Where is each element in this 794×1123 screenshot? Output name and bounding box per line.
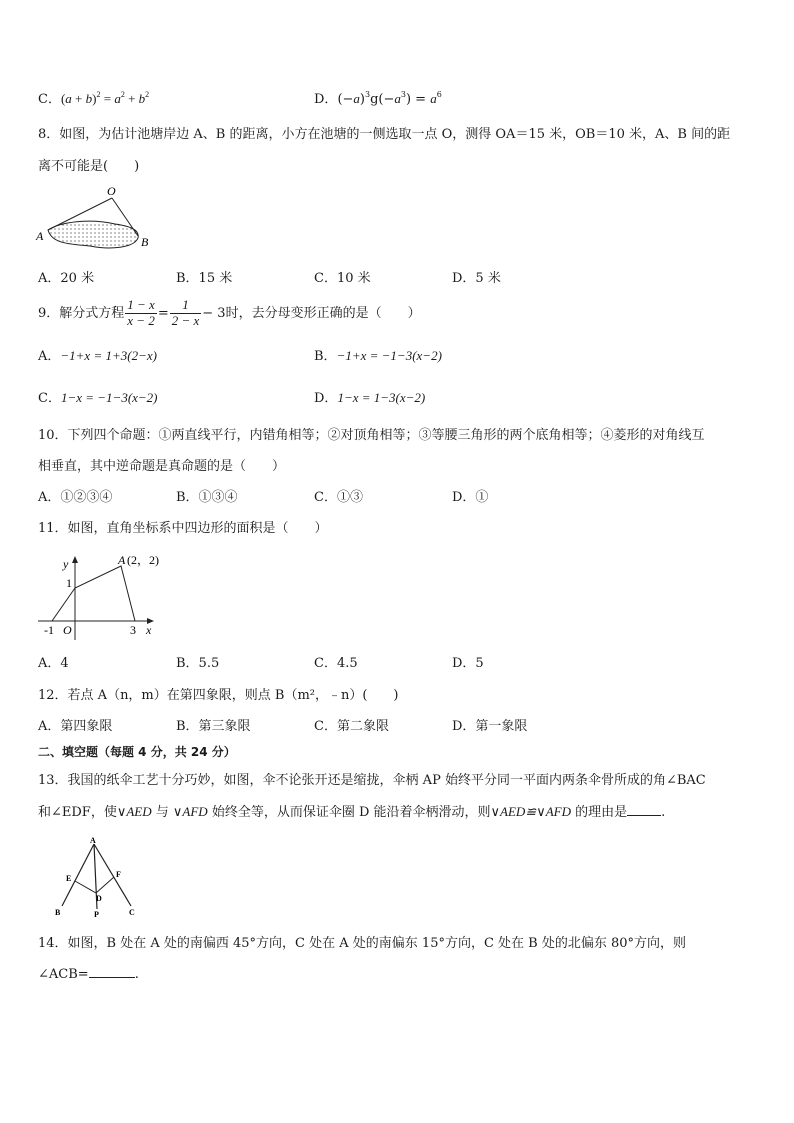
x-axis-label: x — [146, 623, 152, 637]
pond-shape — [48, 221, 138, 248]
q12-option-b: B．第三象限 — [176, 719, 251, 734]
q13-line1: 13．我国的纸伞工艺十分巧妙，如图，伞不论张开还是缩拢，伞柄 AP 始终平分同一平面内两条伞骨所成的角∠BAC — [38, 773, 706, 788]
quadrilateral — [52, 566, 135, 621]
q11-option-b: B．5.5 — [176, 656, 220, 671]
q9-fraction-1: $\frac{1 - x}{x - 2}$ — [127, 297, 155, 328]
q13-line2: 和∠EDF，使∨AED 与 ∨AFD 始终全等，从而保证伞圈 D 能沿着伞柄滑动，则∨AED≌∨AFD 的理由是 . — [38, 804, 666, 820]
q10-option-b: B．①③④ — [176, 490, 238, 505]
q13-umbrella-figure — [45, 835, 145, 920]
point-f-label: F — [116, 870, 121, 879]
q9-option-d: D．1−x = 1−3(x−2) — [314, 390, 426, 406]
q11-option-a: A．4 — [38, 656, 69, 671]
point-d-label: D — [96, 894, 102, 903]
q12-text: 12．若点 A（n，m）在第四象限，则点 B（m²，﹣n）( ) — [38, 688, 399, 703]
q10-option-d: D．① — [452, 490, 489, 505]
point-p-label: P — [94, 910, 99, 919]
tick-label-neg-one: -1 — [44, 623, 54, 637]
q8-pond-figure — [30, 180, 170, 260]
q10-text-line1: 10．下列四个命题：①两直线平行，内错角相等；②对顶角相等；③等腰三角形的两个底角相等；④菱形的对角线互 — [38, 428, 705, 443]
y-axis-arrow — [72, 556, 78, 563]
tick-label-one: 1 — [66, 576, 72, 590]
point-a-label: A — [90, 836, 96, 845]
strut-ed — [75, 881, 96, 893]
q7-option-d: D．$(-a)^3g(-a^3) = a^6$ — [314, 90, 442, 107]
y-axis-label: y — [63, 557, 69, 571]
point-a-label: A — [118, 553, 126, 567]
q8-option-a: A．20 米 — [38, 271, 95, 286]
q11-coordinate-figure — [30, 548, 180, 648]
q8-text-line2: 离不可能是( ) — [38, 159, 140, 174]
point-b-label: B — [141, 235, 149, 249]
q7-c-expr: $(a + b)^2 = a^2 + b^2$ — [60, 90, 150, 106]
q8-option-d: D．5 米 — [452, 271, 501, 286]
point-b-label: B — [55, 908, 61, 917]
q14-line2: ∠ACB= . — [38, 967, 139, 982]
tick-label-three: 3 — [130, 623, 136, 637]
q9-fraction-2: $\frac{1}{2 - x}$ — [171, 297, 200, 328]
q9-option-a: A．−1+x = 1+3(2−x) — [38, 348, 157, 364]
q12-option-c: C．第二象限 — [314, 719, 389, 734]
q12-option-d: D．第一象限 — [452, 719, 528, 734]
strut-fd — [96, 877, 114, 893]
q14-answer-blank[interactable] — [89, 967, 135, 978]
section-title: 二、填空题（每题 4 分，共 24 分） — [38, 745, 236, 759]
q10-option-c: C．①③ — [314, 490, 363, 505]
q9-question: 9．解分式方程 $\frac{1 - x}{x - 2}$ = $\frac{1}{2 - x}$ − 3时，去分母变形正确的是（ ） — [38, 297, 421, 328]
q11-text: 11．如图，直角坐标系中四边形的面积是（ ） — [38, 521, 328, 536]
q9-option-c: C．1−x = −1−3(x−2) — [38, 390, 158, 406]
q11-option-d: D．5 — [452, 656, 484, 671]
q7-option-c: C．$(a + b)^2 = a^2 + b^2$ — [38, 90, 150, 107]
point-a-label: A — [36, 229, 44, 243]
q9-option-b: B．−1+x = −1−3(x−2) — [314, 348, 442, 364]
origin-label: O — [63, 623, 72, 637]
point-c-label: C — [129, 908, 135, 917]
q13-answer-blank[interactable] — [627, 805, 661, 816]
q8-option-c: C．10 米 — [314, 271, 371, 286]
q8-text-line1: 8．如图，为估计池塘岸边 A、B 的距离，小方在池塘的一侧选取一点 O，测得 OA＝15 米，OB＝10 米，A、B 间的距 — [38, 127, 731, 142]
q10-option-a: A．①②③④ — [38, 490, 113, 505]
point-e-label: E — [66, 874, 72, 883]
q14-line1: 14．如图，B 处在 A 处的南偏西 45°方向，C 处在 A 处的南偏东 15°方向，C 处在 B 处的北偏东 80°方向，则 — [38, 936, 687, 951]
q11-option-c: C．4.5 — [314, 656, 358, 671]
q12-option-a: A．第四象限 — [38, 719, 113, 734]
q8-option-b: B．15 米 — [176, 271, 233, 286]
point-a-coordinates: (2，2) — [127, 553, 159, 567]
q10-text-line2: 相垂直，其中逆命题是真命题的是（ ） — [38, 459, 286, 474]
point-o-label: O — [107, 184, 116, 198]
